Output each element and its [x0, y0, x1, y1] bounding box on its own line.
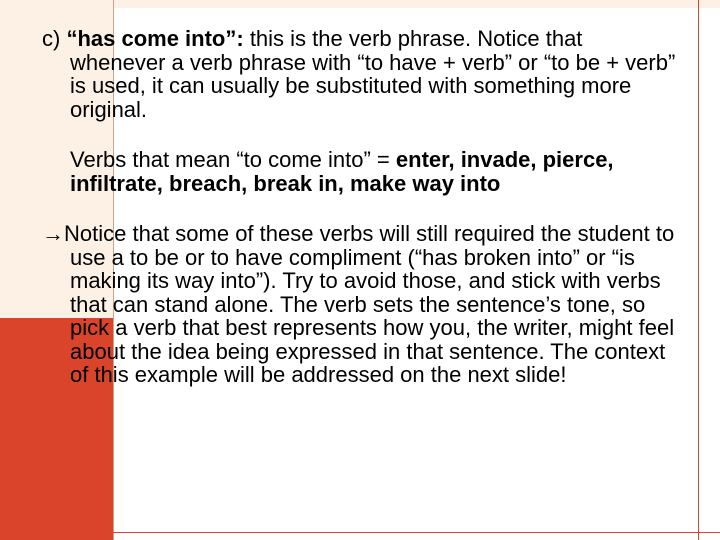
arrow-icon: → [42, 221, 64, 246]
paragraph-synonyms [42, 148, 682, 195]
verb-phrase-term: “has come into”: [66, 26, 250, 51]
synonym-verbs: enter, invade, pierce, infiltrate, breach, break in, make way into [70, 147, 614, 196]
paragraph-notice [42, 222, 682, 387]
right-border-line [698, 0, 699, 540]
paragraph-text: this is the verb phrase. Notice that whenever a verb phrase with “to have + verb” or “to be + verb” is used, it can usually be substituted with something more original. [70, 26, 676, 122]
list-marker: c) [42, 26, 67, 51]
paragraph-has-come-into [42, 27, 682, 121]
slide-body [42, 27, 682, 387]
bottom-border-line [0, 532, 720, 533]
notice-text: Notice that some of these verbs will still required the student to use a to be or to have compliment (“has broken into” or “is making its way into”). Try to avoid those, and stick with verbs that can stand alone. The verb sets the sentence’s tone, so pick a verb that best represents how you, the writer, might feel about the idea being expressed in that sentence. The context of this example will be addressed on the next slide! [64, 221, 675, 387]
synonyms-intro: Verbs that mean “to come into” = [70, 147, 396, 172]
